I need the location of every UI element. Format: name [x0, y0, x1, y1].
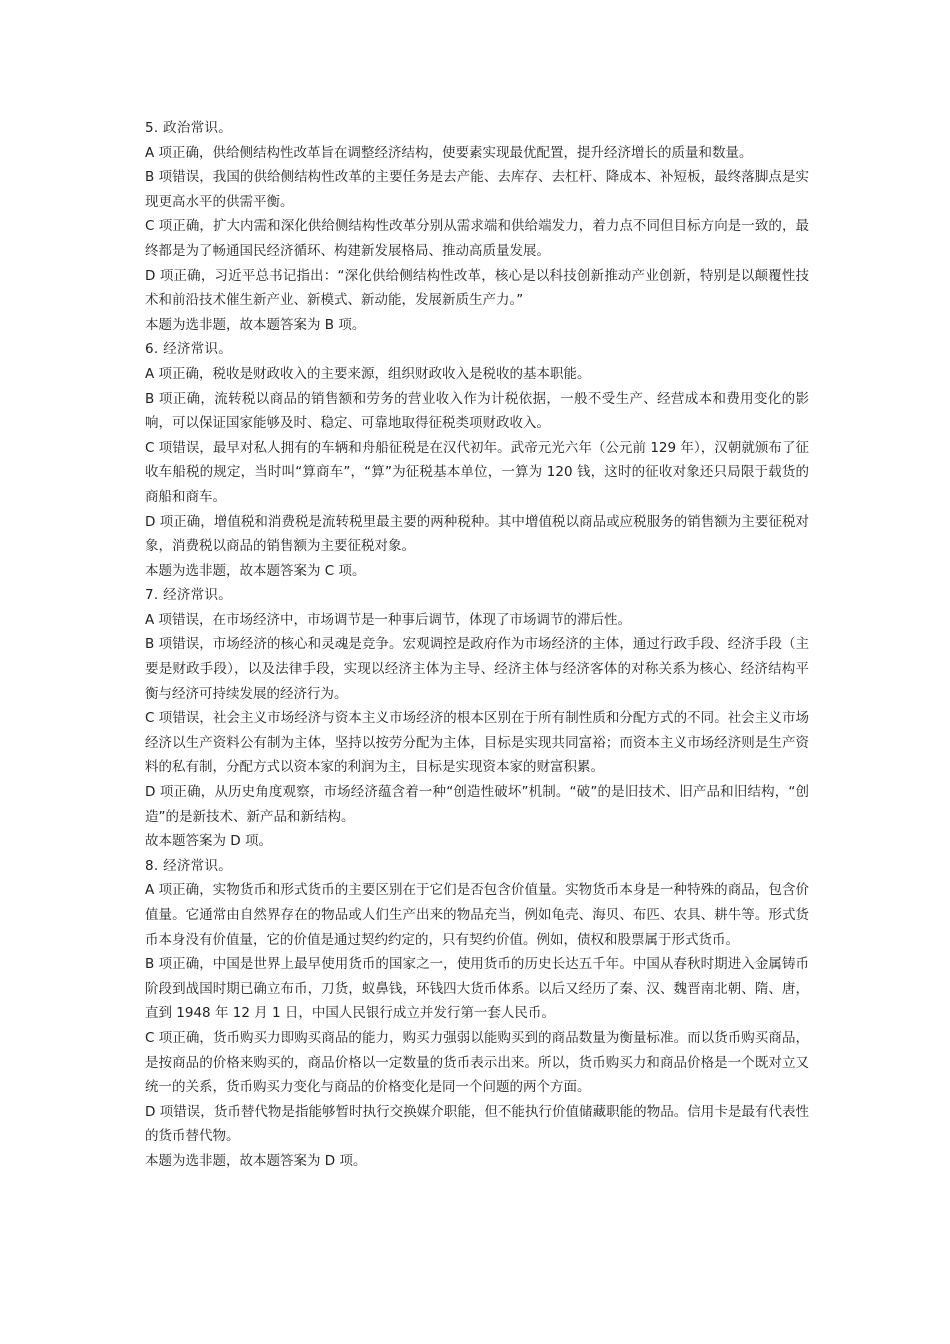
option-b-explanation: B 项正确，中国是世界上最早使用货币的国家之一，使用货币的历史长达五千年。中国从春秋时期进入金属铸币阶段到战国时期已确立布币，刀货，蚁鼻钱，环钱四大货币体系。以后又经历了秦、汉、魏晋南北朝、隋、唐，直到 1948 年 12 月 1 日，中国人民银行成立并发行第一套人民币。 [145, 956, 809, 1022]
answer-line: 本题为选非题，故本题答案为 C 项。 [145, 562, 366, 579]
option-d-explanation: D 项正确，习近平总书记指出：“深化供给侧结构性改革，核心是以科技创新推动产业创新，特别是以颠覆性技术和前沿技术催生新产业、新模式、新动能，发展新质生产力。” [145, 267, 809, 309]
option-a-explanation: A 项正确，供给侧结构性改革旨在调整经济结构，使要素实现最优配置，提升经济增长的质量和数量。 [145, 144, 753, 161]
option-d-explanation: D 项错误，货币替代物是指能够暂时执行交换媒介职能，但不能执行价值储藏职能的物品。信用卡是最有代表性的货币替代物。 [145, 1103, 809, 1145]
question-heading: 7. 经济常识。 [145, 587, 233, 604]
question-7-section [145, 583, 809, 854]
option-d-explanation: D 项正确，从历史角度观察，市场经济蕴含着一种“创造性破坏”机制。“破”的是旧技术、旧产品和旧结构，“创造”的是新技术、新产品和新结构。 [145, 784, 809, 825]
option-c-explanation: C 项正确，货币购买力即购买商品的能力，购买力强弱以能购买到的商品数量为衡量标准。而以货币购买商品，是按商品的价格来购买的，商品价格以一定数量的货币表示出来。所以，货币购买力和商品价格是一个既对立又统一的关系，货币购买力变化与商品的价格变化是同一个问题的两个方面。 [145, 1029, 809, 1096]
question-heading: 6. 经济常识。 [145, 341, 233, 358]
question-8-section [145, 854, 809, 1174]
option-a-explanation: A 项正确，税收是财政收入的主要来源，组织财政收入是税收的基本职能。 [145, 365, 591, 382]
question-6-section [145, 337, 809, 583]
answer-line: 本题为选非题，故本题答案为 D 项。 [145, 1152, 367, 1169]
question-5-section [145, 116, 809, 337]
option-a-explanation: A 项正确，实物货币和形式货币的主要区别在于它们是否包含价值量。实物货币本身是一种特殊的商品，包含价值量。它通常由自然界存在的物品或人们生产出来的物品充当，例如龟壳、海贝、布匹、农具、耕牛等。形式货币本身没有价值量，它的价值是通过契约约定的，只有契约价值。例如，债权和股票属于形式货币。 [145, 882, 809, 948]
question-heading: 5. 政治常识。 [145, 120, 233, 136]
option-b-explanation: B 项错误，市场经济的核心和灵魂是竞争。宏观调控是政府作为市场经济的主体，通过行政手段、经济手段（主要是财政手段），以及法律手段，实现以经济主体为主导、经济主体与经济客体的对称关系为核心、经济结构平衡与经济可持续发展的经济行为。 [145, 636, 809, 702]
option-b-explanation: B 项正确，流转税以商品的销售额和劳务的营业收入作为计税依据，一般不受生产、经营成本和费用变化的影响，可以保证国家能够及时、稳定、可靠地取得征税类项财政收入。 [145, 390, 809, 432]
option-c-explanation: C 项错误，最早对私人拥有的车辆和舟船征税是在汉代初年。武帝元光六年（公元前 129 年），汉朝就颁布了征收车船税的规定，当时叫“算商车”，“算”为征税基本单位，一算为 120 钱，这时的征收对象还只局限于载货的商船和商车。 [145, 439, 809, 505]
document-body [145, 116, 809, 1174]
question-heading: 8. 经济常识。 [145, 857, 233, 874]
option-a-explanation: A 项错误，在市场经济中，市场调节是一种事后调节，体现了市场调节的滞后性。 [145, 611, 632, 628]
option-d-explanation: D 项正确，增值税和消费税是流转税里最主要的两种税种。其中增值税以商品或应税服务的销售额为主要征税对象，消费税以商品的销售额为主要征税对象。 [145, 513, 809, 555]
answer-line: 故本题答案为 D 项。 [145, 833, 272, 850]
answer-line: 本题为选非题，故本题答案为 B 项。 [145, 316, 366, 333]
option-b-explanation: B 项错误，我国的供给侧结构性改革的主要任务是去产能、去库存、去杠杆、降成本、补短板，最终落脚点是实现更高水平的供需平衡。 [145, 169, 809, 210]
option-c-explanation: C 项错误，社会主义市场经济与资本主义市场经济的根本区别在于所有制性质和分配方式的不同。社会主义市场经济以生产资料公有制为主体，坚持以按劳分配为主体，目标是实现共同富裕；而资本主义市场经济则是生产资料的私有制，分配方式以资本家的利润为主，目标是实现资本家的财富积累。 [145, 710, 809, 776]
option-c-explanation: C 项正确，扩大内需和深化供给侧结构性改革分别从需求端和供给端发力，着力点不同但目标方向是一致的，最终都是为了畅通国民经济循环、构建新发展格局、推动高质量发展。 [145, 218, 809, 259]
